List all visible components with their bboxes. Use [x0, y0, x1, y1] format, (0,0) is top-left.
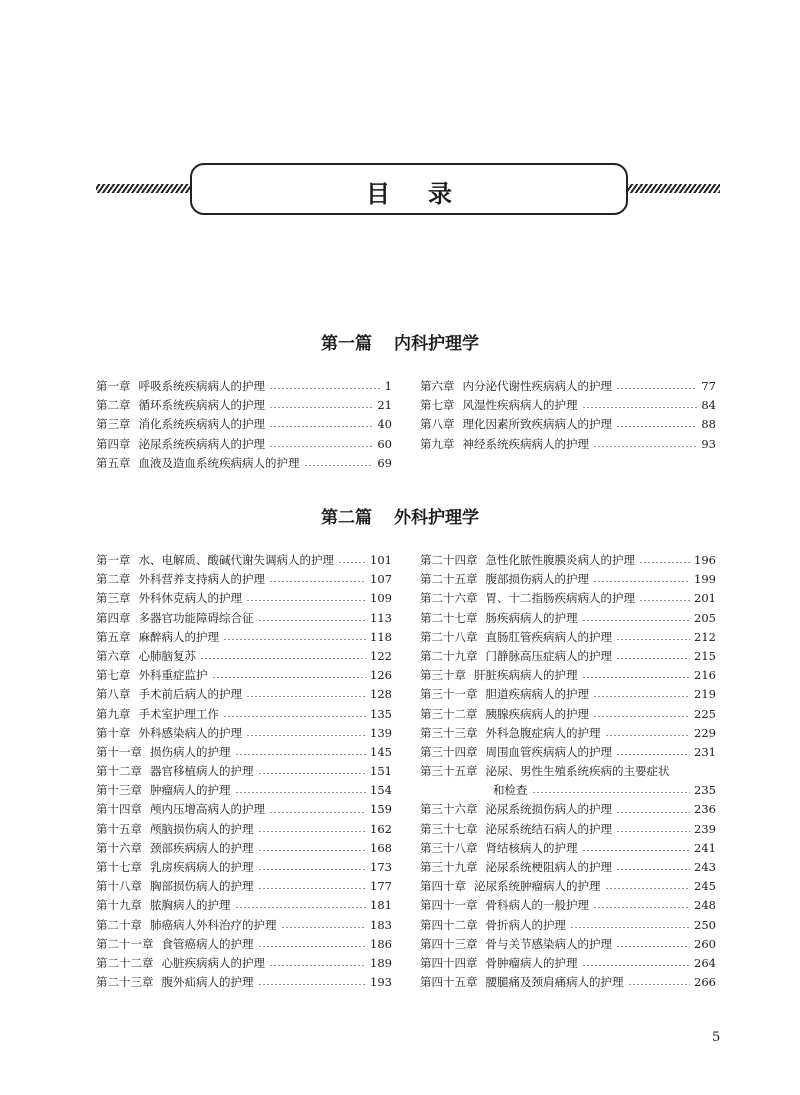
chapter-number: 第十章	[96, 725, 131, 740]
dot-leader	[616, 388, 697, 389]
part-1-name: 内科护理学	[394, 334, 479, 354]
chapter-number: 第三十三章	[420, 725, 478, 740]
toc-entry[interactable]	[96, 762, 392, 781]
chapter-title: 肿瘤病人的护理	[150, 783, 231, 798]
chapter-number: 第三十五章	[420, 764, 478, 779]
dot-leader	[582, 965, 691, 966]
toc-entry[interactable]	[420, 839, 716, 858]
toc-entry[interactable]	[420, 570, 716, 589]
toc-entry[interactable]	[96, 954, 392, 973]
chapter-title: 周围血管疾病病人的护理	[485, 744, 612, 759]
chapter-title: 泌尿系统结石病人的护理	[485, 821, 612, 836]
chapter-title: 消化系统疾病病人的护理	[138, 417, 265, 432]
chapter-title: 血液及造血系统疾病病人的护理	[138, 455, 300, 470]
chapter-number: 第三十四章	[420, 744, 478, 759]
page-title: 目录	[366, 180, 490, 208]
chapter-number: 第六章	[96, 648, 131, 663]
chapter-page: 250	[694, 917, 716, 932]
chapter-title: 胸部损伤病人的护理	[150, 879, 254, 894]
chapter-number: 第四十五章	[420, 975, 478, 990]
chapter-page: 109	[370, 591, 392, 606]
chapter-page: 266	[694, 975, 716, 990]
chapter-title: 泌尿系统损伤病人的护理	[485, 802, 612, 817]
toc-entry[interactable]	[96, 896, 392, 915]
chapter-page: 177	[370, 879, 392, 894]
dot-leader	[269, 965, 366, 966]
dot-leader	[235, 792, 367, 793]
dot-leader	[593, 907, 690, 908]
chapter-page: 69	[377, 455, 392, 470]
chapter-page: 135	[370, 706, 392, 721]
toc-entry[interactable]	[420, 916, 716, 935]
chapter-title: 外科急腹症病人的护理	[485, 725, 601, 740]
chapter-title: 多器官功能障碍综合征	[138, 610, 254, 625]
chapter-title: 手术前后病人的护理	[138, 687, 242, 702]
dot-leader	[235, 907, 367, 908]
chapter-page: 241	[694, 840, 716, 855]
chapter-page: 239	[694, 821, 716, 836]
chapter-number: 第四十二章	[420, 917, 478, 932]
toc-entry[interactable]	[420, 685, 716, 704]
chapter-page: 186	[370, 936, 392, 951]
chapter-number: 第六章	[420, 379, 455, 393]
dot-leader	[258, 620, 367, 621]
chapter-number: 第十九章	[96, 898, 142, 913]
chapter-title: 神经系统疾病病人的护理	[462, 436, 589, 451]
toc-entry[interactable]	[96, 820, 392, 839]
dot-leader	[269, 581, 366, 582]
chapter-number: 第三章	[96, 417, 131, 432]
toc-entry[interactable]	[420, 973, 716, 992]
chapter-title: 肾结核病人的护理	[485, 840, 578, 855]
dot-leader	[616, 426, 697, 427]
chapter-title: 腹部损伤病人的护理	[485, 572, 589, 587]
chapter-title: 脓胸病人的护理	[150, 898, 231, 913]
chapter-page: 201	[694, 591, 716, 606]
chapter-title: 外科感染病人的护理	[138, 725, 242, 740]
dot-leader	[616, 658, 690, 659]
part-1-title	[0, 329, 800, 354]
dot-leader	[338, 562, 366, 563]
chapter-title: 胰腺疾病病人的护理	[485, 706, 589, 721]
dot-leader	[593, 446, 697, 447]
chapter-page: 219	[694, 687, 716, 702]
chapter-title: 颅内压增高病人的护理	[150, 802, 265, 817]
chapter-title: 乳房疾病病人的护理	[150, 860, 254, 874]
chapter-title: 泌尿系统梗阻病人的护理	[485, 860, 612, 875]
part-1-left-column	[96, 377, 392, 473]
chapter-page: 173	[370, 860, 392, 874]
chapter-number: 第三十八章	[420, 840, 478, 855]
chapter-title: 肝脏疾病病人的护理	[474, 668, 578, 683]
chapter-title: 外科营养支持病人的护理	[138, 572, 265, 587]
chapter-title: 手术室护理工作	[138, 706, 219, 721]
dot-leader	[616, 754, 690, 755]
chapter-number: 第四十四章	[420, 955, 478, 970]
toc-entry[interactable]	[96, 705, 392, 724]
toc-entry[interactable]	[96, 570, 392, 589]
dot-leader	[200, 658, 366, 659]
chapter-page: 113	[370, 610, 392, 625]
toc-entry[interactable]	[420, 415, 716, 434]
chapter-page: 93	[701, 436, 716, 451]
dot-leader	[212, 677, 367, 678]
dot-leader	[593, 581, 690, 582]
dot-leader	[639, 562, 690, 563]
dot-leader	[616, 946, 690, 947]
chapter-number: 第二十六章	[420, 591, 478, 606]
chapter-number: 第十五章	[96, 821, 142, 836]
chapter-number: 第八章	[420, 417, 455, 432]
chapter-number: 第九章	[96, 706, 131, 721]
chapter-title: 骨科病人的一般护理	[485, 898, 589, 913]
chapter-title-continued: 和检查	[493, 783, 528, 798]
chapter-number: 第一章	[96, 553, 131, 567]
toc-entry[interactable]	[420, 743, 716, 762]
toc-entry[interactable]	[96, 839, 392, 858]
toc-entry[interactable]	[96, 858, 392, 877]
chapter-number: 第二章	[96, 398, 131, 413]
part-2-name: 外科护理学	[394, 508, 479, 528]
dot-leader	[258, 831, 367, 832]
chapter-title: 骨与关节感染病人的护理	[485, 936, 612, 951]
chapter-number: 第二十七章	[420, 610, 478, 625]
chapter-title: 颈部疾病病人的护理	[150, 840, 254, 855]
chapter-page: 225	[694, 706, 716, 721]
toc-entry[interactable]	[420, 858, 716, 877]
chapter-title: 麻醉病人的护理	[138, 629, 219, 644]
chapter-page: 118	[370, 629, 392, 644]
dot-leader	[616, 831, 690, 832]
toc-entry[interactable]	[420, 820, 716, 839]
dot-leader	[582, 620, 691, 621]
toc-entry[interactable]	[420, 396, 716, 415]
dot-leader	[269, 407, 373, 408]
chapter-page: 243	[694, 860, 716, 875]
part-1-toc	[96, 377, 720, 477]
chapter-number: 第五章	[96, 455, 131, 470]
toc-entry[interactable]	[96, 743, 392, 762]
chapter-page: 183	[370, 917, 392, 932]
toc-entry[interactable]	[96, 609, 392, 628]
chapter-title: 门静脉高压症病人的护理	[485, 648, 612, 663]
chapter-page: 168	[370, 840, 392, 855]
chapter-title: 泌尿、男性生殖系统疾病的主要症状	[485, 764, 670, 779]
chapter-number: 第十六章	[96, 840, 142, 855]
chapter-page: 231	[694, 744, 716, 759]
chapter-title: 直肠肛管疾病病人的护理	[485, 629, 612, 644]
chapter-title: 胆道疾病病人的护理	[485, 687, 589, 702]
chapter-number: 第四章	[96, 610, 131, 625]
dot-leader	[246, 696, 366, 697]
chapter-title: 急性化脓性腹膜炎病人的护理	[485, 553, 635, 567]
dot-leader	[258, 888, 367, 889]
chapter-number: 第十一章	[96, 744, 142, 759]
dot-leader	[269, 388, 381, 389]
toc-entry[interactable]	[96, 781, 392, 800]
chapter-number: 第三十二章	[420, 706, 478, 721]
toc-entry[interactable]	[96, 454, 392, 473]
chapter-number: 第十八章	[96, 879, 142, 894]
toc-entry[interactable]	[96, 415, 392, 434]
chapter-number: 第十三章	[96, 783, 142, 798]
dot-leader	[582, 850, 691, 851]
dot-leader	[628, 984, 691, 985]
toc-entry[interactable]	[420, 954, 716, 973]
toc-entry[interactable]	[420, 666, 716, 685]
toc-entry[interactable]	[420, 609, 716, 628]
toc-entry[interactable]	[420, 724, 716, 743]
dot-leader	[570, 927, 690, 928]
toc-entry[interactable]	[420, 705, 716, 724]
chapter-number: 第七章	[96, 668, 131, 683]
chapter-title: 外科休克病人的护理	[138, 591, 242, 606]
chapter-page: 216	[694, 668, 716, 683]
toc-entry[interactable]	[96, 685, 392, 704]
chapter-page: 60	[377, 436, 392, 451]
toc-entry[interactable]	[420, 647, 716, 666]
toc-entry[interactable]	[96, 800, 392, 819]
chapter-page: 154	[370, 783, 392, 798]
dot-leader	[582, 407, 698, 408]
chapter-number: 第三十六章	[420, 802, 478, 817]
dot-leader	[246, 735, 366, 736]
dot-leader	[246, 600, 366, 601]
chapter-title: 食管癌病人的护理	[161, 936, 254, 951]
toc-entry[interactable]	[96, 647, 392, 666]
chapter-number: 第四十三章	[420, 936, 478, 951]
chapter-title: 腹外疝病人的护理	[161, 975, 254, 990]
chapter-title: 风湿性疾病病人的护理	[462, 398, 578, 413]
chapter-page: 189	[370, 955, 392, 970]
toc-entry[interactable]	[96, 551, 392, 570]
chapter-page: 162	[370, 821, 392, 836]
chapter-title: 心脏疾病病人的护理	[161, 955, 265, 970]
chapter-title: 理化因素所致疾病病人的护理	[462, 417, 612, 432]
chapter-title: 泌尿系统肿瘤病人的护理	[474, 879, 601, 894]
chapter-number: 第三章	[96, 591, 131, 606]
chapter-page: 181	[370, 898, 392, 913]
chapter-number: 第四十一章	[420, 898, 478, 913]
toc-entry[interactable]	[96, 666, 392, 685]
page-number: 5	[712, 1030, 721, 1045]
chapter-number: 第四十章	[420, 879, 466, 894]
chapter-title: 腰腿痛及颈肩痛病人的护理	[485, 975, 624, 990]
dot-leader	[593, 716, 690, 717]
chapter-title: 肺癌病人外科治疗的护理	[150, 917, 277, 932]
chapter-title: 水、电解质、酸碱代谢失调病人的护理	[138, 553, 334, 567]
toc-entry[interactable]	[96, 628, 392, 647]
chapter-page: 1	[384, 379, 392, 393]
toc-entry[interactable]	[420, 896, 716, 915]
chapter-number: 第二十二章	[96, 955, 154, 970]
chapter-title: 外科重症监护	[138, 668, 208, 683]
toc-entry[interactable]	[420, 628, 716, 647]
chapter-number: 第二章	[96, 572, 131, 587]
chapter-page: 236	[694, 802, 716, 817]
dot-leader	[605, 735, 691, 736]
dot-leader	[582, 677, 691, 678]
toc-entry[interactable]	[420, 435, 716, 454]
chapter-number: 第一章	[96, 379, 131, 393]
chapter-title: 骨肿瘤病人的护理	[485, 955, 578, 970]
dot-leader	[593, 696, 690, 697]
chapter-title: 骨折病人的护理	[485, 917, 566, 932]
chapter-number: 第三十章	[420, 668, 466, 683]
dot-leader	[616, 869, 690, 870]
chapter-page: 126	[370, 668, 392, 683]
toc-entry[interactable]	[96, 589, 392, 608]
part-1-right-column	[420, 377, 716, 454]
chapter-title: 胃、十二指肠疾病病人的护理	[485, 591, 635, 606]
toc-header	[96, 163, 720, 215]
chapter-number: 第十四章	[96, 802, 142, 817]
toc-entry[interactable]	[420, 551, 716, 570]
chapter-title: 内分泌代谢性疾病病人的护理	[462, 379, 612, 393]
chapter-number: 第三十一章	[420, 687, 478, 702]
chapter-page: 248	[694, 898, 716, 913]
dot-leader	[223, 716, 366, 717]
chapter-page: 139	[370, 725, 392, 740]
chapter-page: 21	[377, 398, 392, 413]
part-2-right-column	[420, 551, 716, 992]
toc-entry[interactable]	[96, 877, 392, 896]
chapter-page: 260	[694, 936, 716, 951]
chapter-page: 205	[694, 610, 716, 625]
toc-entry[interactable]	[96, 973, 392, 992]
chapter-number: 第九章	[420, 436, 455, 451]
chapter-page: 212	[694, 629, 716, 644]
chapter-page: 107	[370, 572, 392, 587]
chapter-title: 颅脑损伤病人的护理	[150, 821, 254, 836]
toc-entry[interactable]	[96, 396, 392, 415]
chapter-number: 第三十九章	[420, 860, 478, 875]
dot-leader	[639, 600, 690, 601]
chapter-number: 第二十八章	[420, 629, 478, 644]
chapter-title: 循环系统疾病病人的护理	[138, 398, 265, 413]
chapter-number: 第七章	[420, 398, 455, 413]
part-2-left-column	[96, 551, 392, 992]
dot-leader	[605, 888, 691, 889]
toc-entry[interactable]	[96, 435, 392, 454]
toc-entry[interactable]	[420, 589, 716, 608]
chapter-number: 第五章	[96, 629, 131, 644]
dot-leader	[258, 946, 367, 947]
chapter-number: 第八章	[96, 687, 131, 702]
toc-entry[interactable]	[420, 377, 716, 396]
part-2-toc	[96, 551, 720, 1001]
dot-leader	[235, 754, 367, 755]
chapter-title: 器官移植病人的护理	[150, 764, 254, 779]
chapter-page: 229	[694, 725, 716, 740]
chapter-title: 泌尿系统疾病病人的护理	[138, 436, 265, 451]
chapter-page: 84	[701, 398, 716, 413]
chapter-page: 101	[370, 553, 392, 567]
chapter-page: 77	[701, 379, 716, 393]
chapter-page: 88	[701, 417, 716, 432]
chapter-number: 第二十三章	[96, 975, 154, 990]
chapter-title: 肠疾病病人的护理	[485, 610, 578, 625]
chapter-number: 第二十一章	[96, 936, 154, 951]
toc-entry[interactable]	[96, 935, 392, 954]
dot-leader	[304, 465, 374, 466]
toc-entry[interactable]	[420, 935, 716, 954]
dot-leader	[616, 812, 690, 813]
chapter-page: 40	[377, 417, 392, 432]
chapter-page: 199	[694, 572, 716, 587]
chapter-page: 215	[694, 648, 716, 663]
toc-entry[interactable]	[96, 724, 392, 743]
toc-entry[interactable]	[420, 762, 716, 800]
dot-leader	[258, 984, 367, 985]
chapter-title: 损伤病人的护理	[150, 744, 231, 759]
chapter-number: 第十七章	[96, 860, 142, 874]
chapter-page: 122	[370, 648, 392, 663]
chapter-page: 264	[694, 955, 716, 970]
dot-leader	[269, 426, 373, 427]
dot-leader	[616, 639, 690, 640]
chapter-number: 第二十四章	[420, 553, 478, 567]
part-2-label: 第二篇	[321, 508, 372, 528]
dot-leader	[258, 869, 367, 870]
chapter-number: 第三十七章	[420, 821, 478, 836]
toc-entry[interactable]	[96, 377, 392, 396]
toc-entry[interactable]	[420, 877, 716, 896]
chapter-title: 心肺脑复苏	[138, 648, 196, 663]
chapter-page: 145	[370, 744, 392, 759]
toc-entry[interactable]	[420, 800, 716, 819]
part-2-title	[0, 503, 800, 528]
dot-leader	[223, 639, 366, 640]
chapter-number: 第二十章	[96, 917, 142, 932]
chapter-page: 159	[370, 802, 392, 817]
chapter-number: 第十二章	[96, 764, 142, 779]
chapter-page: 151	[370, 764, 392, 779]
dot-leader	[269, 812, 366, 813]
chapter-page: 235	[694, 783, 716, 798]
toc-entry[interactable]	[96, 916, 392, 935]
dot-leader	[258, 773, 367, 774]
chapter-page: 128	[370, 687, 392, 702]
chapter-page: 193	[370, 975, 392, 990]
chapter-number: 第四章	[96, 436, 131, 451]
dot-leader	[532, 792, 691, 793]
chapter-page: 245	[694, 879, 716, 894]
chapter-title: 呼吸系统疾病病人的护理	[138, 379, 265, 393]
chapter-number: 第二十五章	[420, 572, 478, 587]
chapter-page: 196	[694, 553, 716, 567]
header-hatch-right	[626, 184, 720, 193]
chapter-number: 第二十九章	[420, 648, 478, 663]
title-box	[190, 163, 628, 215]
dot-leader	[269, 446, 373, 447]
dot-leader	[258, 850, 367, 851]
dot-leader	[281, 927, 367, 928]
header-hatch-left	[96, 184, 192, 193]
part-1-label: 第一篇	[321, 334, 372, 354]
